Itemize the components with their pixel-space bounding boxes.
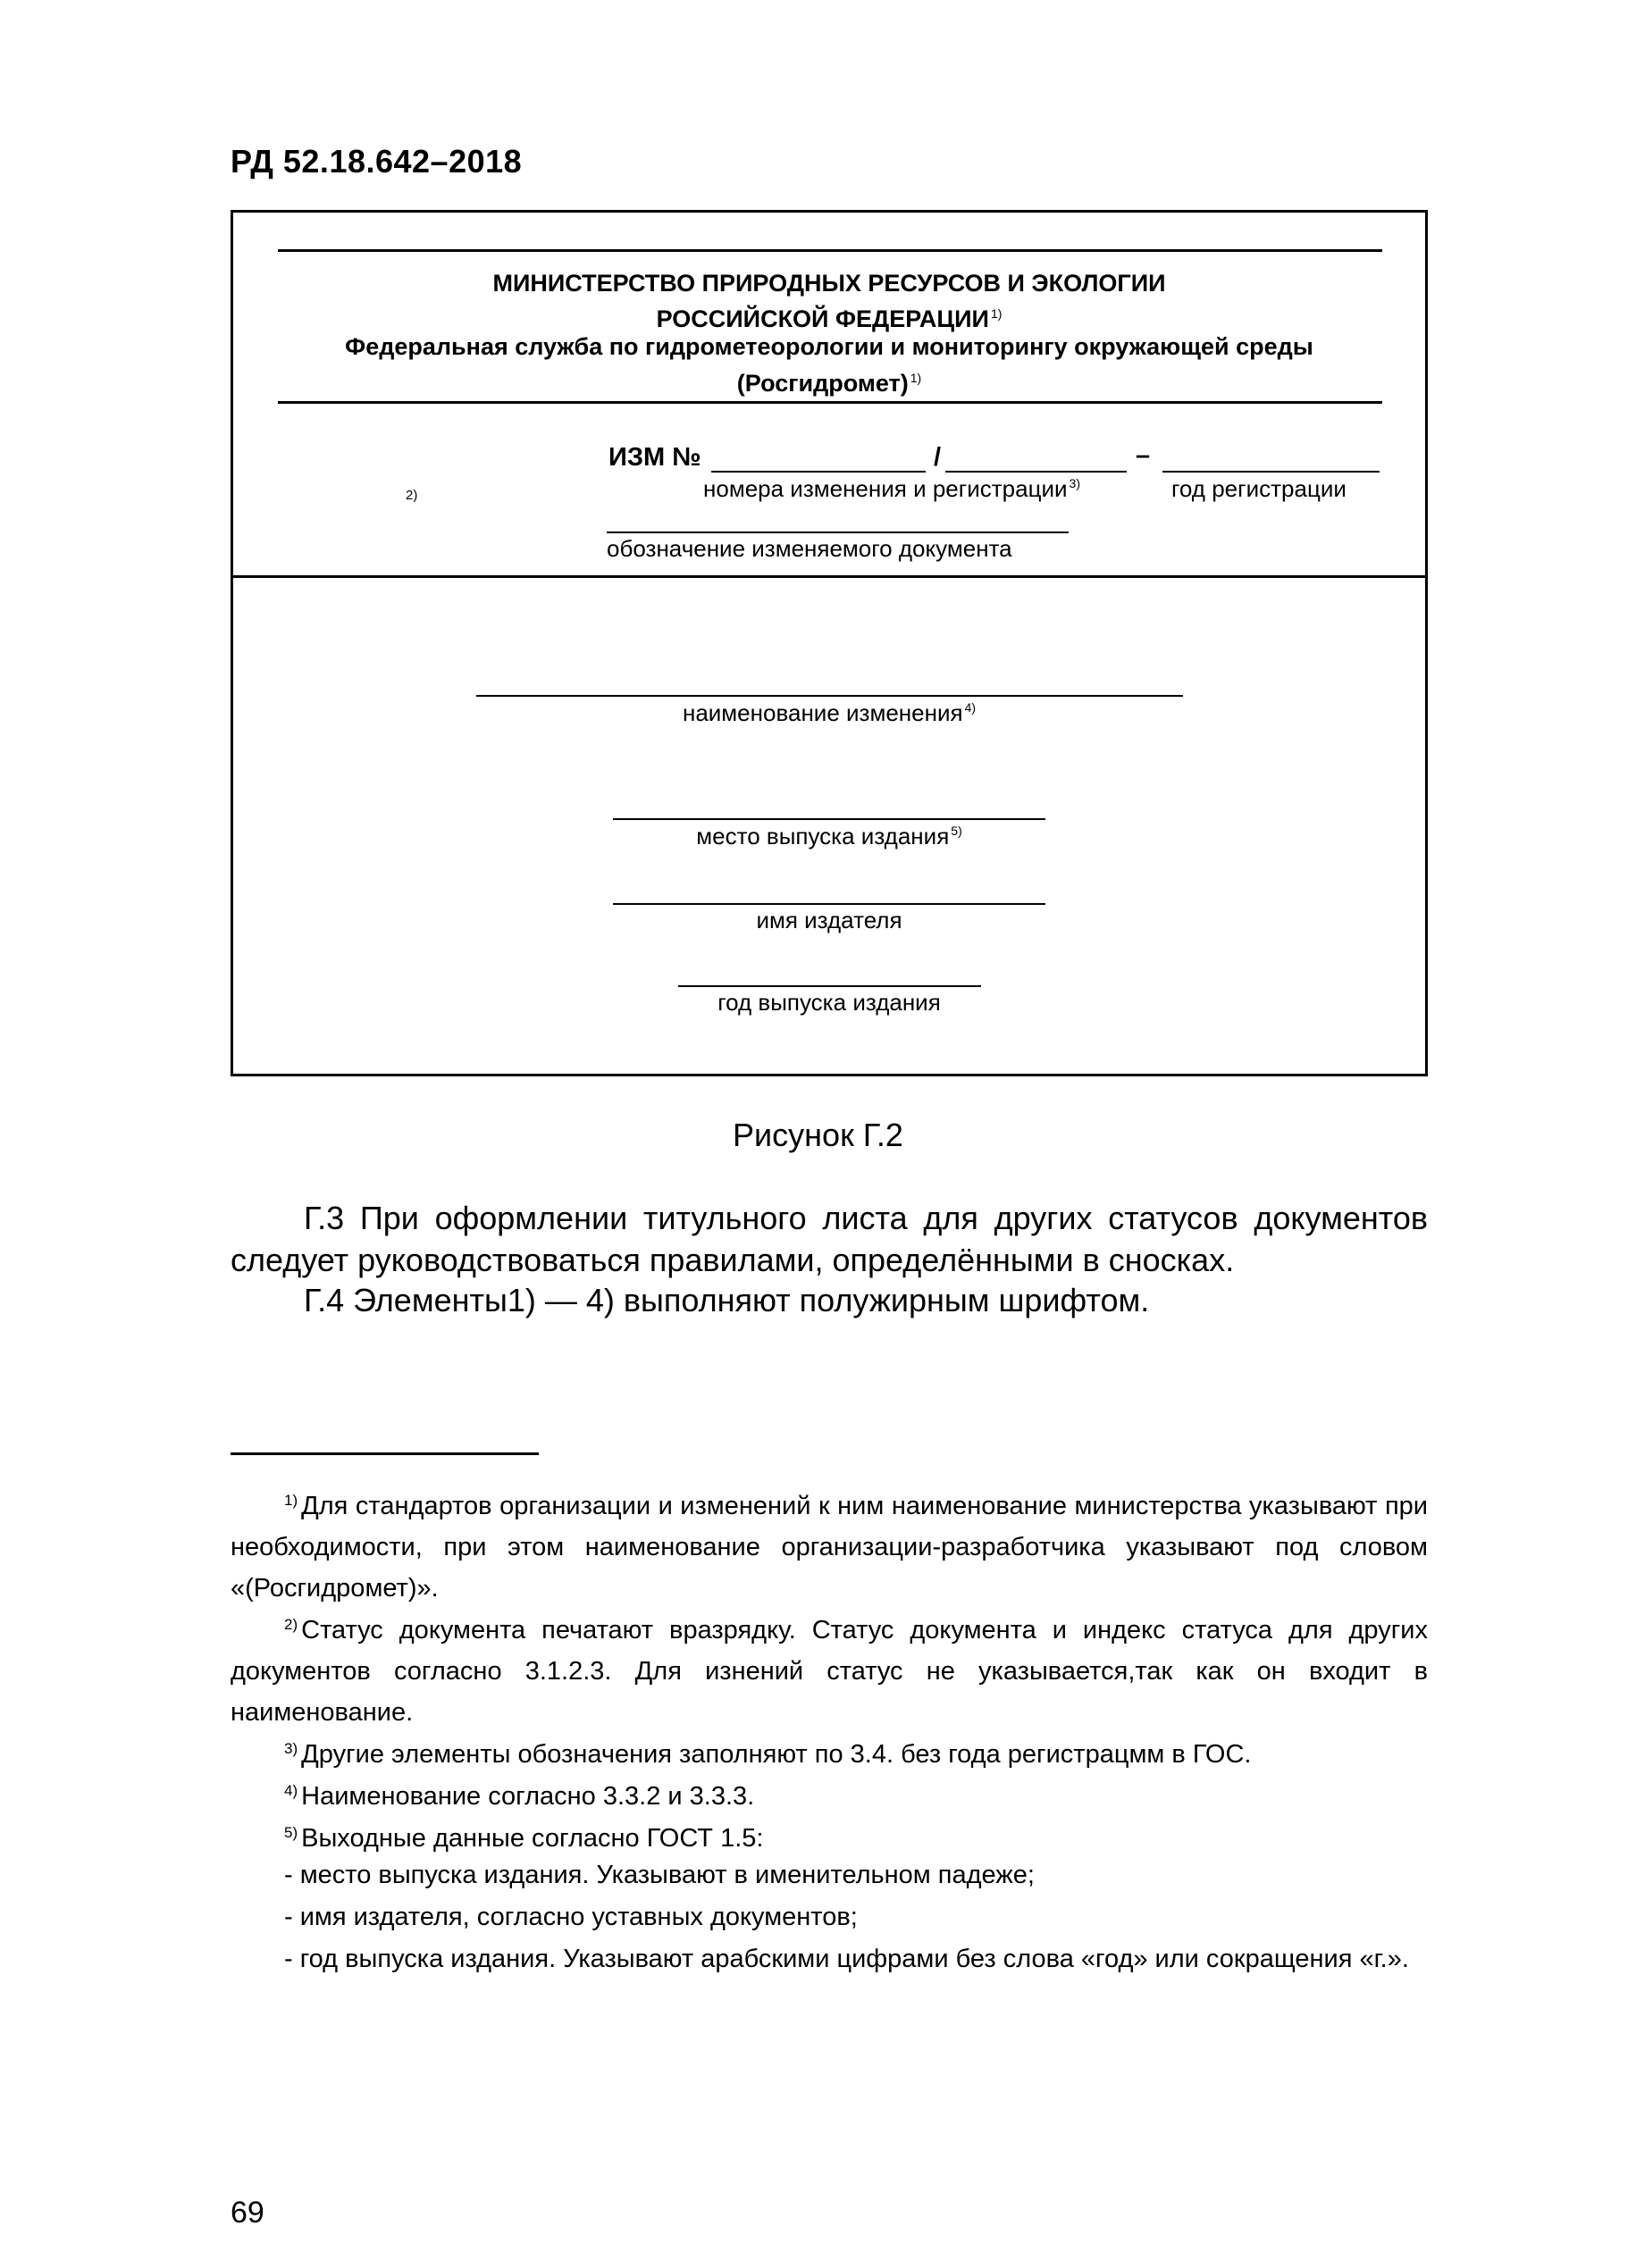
publisher-caption: имя издателя [756,907,902,933]
service-line1: Федеральная служба по гидрометеорологии и мониторингу окружающей среды [345,333,1313,360]
page-number: 69 [231,2196,264,2230]
dash: – [1136,441,1151,470]
footnote-2-text: Статус документа печатают вразрядку. Статус документа и индекс статуса для других документов согласно 3.1.2.3. Для изнений статус не указывается,так как он входит в наименование. [231,1616,1428,1727]
publisher-field [613,903,1045,905]
registration-number-field [945,471,1127,473]
footnote-separator [231,1452,539,1455]
ministry-line2-text: РОССИЙСКОЙ ФЕДЕРАЦИИ [656,305,989,332]
registration-year-field [1162,471,1380,473]
footnote-mark-1: 1) [990,306,1003,321]
footnote-item-year-text: - год выпуска издания. Указывают арабскими цифрами без слова «год» или сокращения «г.». [284,1945,1409,1973]
footnote-item-year [231,1938,1428,1979]
izm-label: ИЗМ № [608,443,701,472]
footnote-5 [231,1812,1428,1859]
footnote-2 [231,1604,1428,1733]
pub-year-caption: год выпуска издания [717,989,941,1016]
footnote-4-text: Наименование согласно 3.3.2 и 3.3.3. [301,1782,755,1811]
service-line2 [233,363,1425,398]
footnote-1-mark: 1) [284,1492,298,1509]
footnote-item-publisher-text: - имя издателя, согласно уставных документов; [284,1903,858,1931]
place-caption [233,823,1425,850]
designation-field [607,531,1069,533]
footnote-3-text: Другие элементы обозначения заполняют по 3.4. без года регистрацмм в ГОС. [301,1740,1252,1769]
section-divider [233,575,1425,578]
paragraph-g4 [231,1279,1428,1321]
footnote-mark-5: 5) [951,824,962,838]
footnote-5-mark: 5) [284,1824,298,1841]
paragraph-g3-text: Г.3 При оформлении титульного листа для других статусов документов следует руководствоваться правилами, определёнными в сносках. [231,1200,1428,1278]
pub-year-field [678,985,981,987]
change-name-caption-text: наименование изменения [682,699,963,726]
ministry-line2 [233,298,1425,334]
footnote-1 [231,1480,1428,1609]
footnote-mark-4: 4) [964,700,977,715]
designation-caption: обозначение изменяемого документа [607,535,1012,562]
footnote-item-place [231,1854,1428,1896]
footnote-mark-3: 3) [1069,476,1080,490]
paragraph-g3 [231,1197,1428,1281]
change-number-field [711,471,926,473]
footnote-4-mark: 4) [284,1782,298,1799]
document-code: РД 52.18.642–2018 [231,143,523,180]
place-field [613,818,1045,820]
footnote-mark-1b: 1) [910,371,922,385]
numbers-caption [703,475,1080,503]
figure-caption: Рисунок Г.2 [733,1117,903,1153]
paragraph-g4-text: Г.4 Элементы1) — 4) выполняют полужирным шрифтом. [304,1282,1150,1318]
footnote-4 [231,1770,1428,1817]
top-rule [278,249,1382,252]
title-page-form [231,210,1428,1076]
change-name-field [476,695,1183,697]
status-footnote-mark: 2) [406,488,418,503]
footnote-1-text: Для стандартов организации и изменений к ним наименование министерства указывают при необходимости, при этом наименование организации-разработчика указывают под словом «(Росгидромет)». [231,1492,1428,1603]
year-caption: год регистрации [1171,475,1347,502]
service-line2-text: (Росгидромет) [736,370,909,397]
footnote-5-text: Выходные данные согласно ГОСТ 1.5: [301,1824,764,1853]
footnote-item-place-text: - место выпуска издания. Указывают в именительном падеже; [284,1861,1035,1889]
ministry-line1: МИНИСТЕРСТВО ПРИРОДНЫХ РЕСУРСОВ И ЭКОЛОГИИ [492,270,1166,297]
footnote-3-mark: 3) [284,1740,298,1757]
numbers-caption-text: номера изменения и регистрации [703,475,1068,502]
footnote-2-mark: 2) [284,1616,298,1633]
slash: / [934,443,942,472]
footnote-item-publisher [231,1896,1428,1937]
footnote-3 [231,1728,1428,1775]
place-caption-text: место выпуска издания [696,823,950,849]
mid-rule [278,401,1382,404]
change-name-caption [233,699,1425,727]
